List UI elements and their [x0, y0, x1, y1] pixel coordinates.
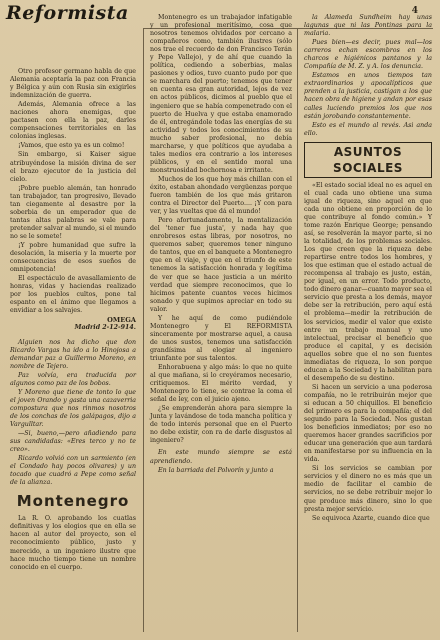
paragraph: Enhorabuena y algo más: lo que no quite al que mañana, si lo creyéramos necesario, critiquemos. El mérito verdad, y Montenegro lo tiene, se contrae la coma el señal de ley, con el juicio ajeno.: [150, 364, 292, 404]
column-rule: [143, 28, 144, 632]
paragraph: Pero afortunadamente, la mentalización del 'tener fue justa', y nada hay que enrobresos estas libras, por nosotros, no queremos saber, queremos tener ninguno de tantos, que en el banquete a Montenegro que en el viaje, y que en el triunfo de este tenemos la satisfacción honrada y legítima de ver que se hace justicia a un mérito verdad que siempre reconocimos, que lo hicimos patente cuantos veces hicimos sonado y que supimos apreciar en todo su valor.: [150, 217, 292, 313]
paragraph: ¡Vamos, que esto ya es un colmo!: [18, 142, 125, 150]
paragraph: Montenegro es un trabajador infatigable y un profesional meritísimo, cosa que nosotros tenemos olvidados por cercano a compañeros como, también ilustres (sólo nos trae el recuerdo de don Francisco Terán y Pepe Vallejo), y de ahí que cuando la política, cediendo a soberbias, malas pasiones y odios, tuvo cuanto pudo por que se marchara del puerto; tenemos que tener en cuenta esa gran autoridad, lejos de vez en actos públicos, dicimos al pueblo que el ingeniero que se había compenetrado con el puerto de Huelva y que estaba enamorado de él, entregándole todas las energías de su actividad y todos los conocimientos de su mucho saber profesional, no debía marcharse, y que políticos que ayudaba a tales medios era contrario a los intereses públicos, y en el sentido moral una monstruosidad bochornosa e irritante.: [150, 14, 292, 174]
paragraph: Paz volvía, era traducida por algunos como paz de los bobos.: [10, 371, 136, 387]
paragraph: —Si, bueno,—pero añadiendo para sus candidadas: «Eres terco y no te creo».: [10, 430, 136, 454]
paragraph: Otro profesor germano habla de que Alemania aceptaría la paz con Francia y Bélgica y aún con Rusia sin exigirles indemnización de guerra.: [10, 68, 136, 100]
paragraph: ¡Pobre pueblo alemán, tan honrado tan trabajador, tan progresivo, llevado tan ciegamente al desastre por la soberbia de un emperador que de tantas altas palabras se vale para pretender salvar al mundo, si el mundo no se le somete!: [10, 184, 136, 240]
paragraph: Muchos de los que hoy más chillan con el éxito, estaban ahondado vergüenzas porque fueron también de los que más gritaron contra el Director del Puerto.... ¡Y con para ver, y las vueltas que dá el mundo!: [150, 175, 292, 216]
paragraph: Sin embargo, si Kaiser sigue atribuyéndose la misión divina de ser el brazo ejecutor de la justicia del cielo.: [10, 151, 136, 183]
column-rule: [297, 28, 298, 632]
paragraph: la Alameda Sundheim hay unas lagunas que ni las Pontinas para la malaria.: [304, 14, 432, 38]
column-3: [304, 14, 432, 524]
paragraph: ¿Se emprenderán ahora para siempre la Junta y lavándose de toda mancha política y de todo interés personal que en el Puerto no debe existir, con ra de darle disgustos al ingeniero?: [150, 405, 292, 445]
paragraph: Se equivoca Azarte, cuando dice que: [312, 514, 430, 522]
section-heading: ASUNTOS SOCIALES: [304, 142, 432, 178]
column-1: [10, 68, 136, 573]
page-number: 4: [411, 6, 418, 16]
paragraph: Ricardo volvió con un sarmiento (en el Condado hay pocos olivares) y un tocado que cuadró a Pepe como señal de la alianza.: [10, 455, 136, 487]
paragraph: Y he aquí de como pudiéndole Montenegro y El REFORMISTA sinceramente por mostrarse aquel, a causa de unos sustos, tenemos una satisfacción grandísima al elogiar al ingeniero triunfante por sus talentos.: [150, 314, 292, 362]
dateline: Madrid 2-12-914.: [74, 324, 136, 332]
paragraph: Si los servicios se cambian por servicios y el dinero no es más que un medio de facilitar el cambio de servicios, no se debe retribuir mejor lo que produce más dinero, sino lo que presta mejor servicio.: [304, 465, 432, 513]
paragraph: En este mundo siempre se está aprendiendo.: [150, 449, 292, 465]
paragraph: El espectáculo de avasallamiento de honras, vidas y haciendas realizado por los pueblos cultos, pone tal espanto en el ánimo que llegamos a envidiar a los salvajes.: [10, 275, 136, 315]
column-2: [150, 14, 292, 476]
paragraph: Estamos en unos tiempos tan extraordinarios y apocalípticos que prenden a la justicia, castigan a los que hacen obra de higiene y andan por esas calles luciendo premios los que nos están jorobando constantemente.: [304, 72, 432, 120]
paragraph: Alguien nos ha dicho que don Ricardo Vargas ha ido a lo Hinojosa a demandar paz a Guillermo Moreno, en nombre de Tejero.: [10, 338, 136, 370]
signature: OMEGA: [107, 316, 136, 325]
paragraph: Si hacen un servicio a una poderosa compañía, no le retribuirán mejor que si educan a 50 chiquillos. El beneficio del primero es para la compañía; el del segundo para la Sociedad. Nos gustan los beneficios inmediatos; por eso no queremos hacer grandes sacrificios por educar una generación que aun tardará en manifestarse por su influencia en la vida.: [304, 383, 432, 464]
paragraph: Pues bien—es decir, pues mal—los carreros echan escombros en los charcos e higiénicos pantanos y la Compañía de M. Z. y A. los denuncia.: [304, 39, 432, 71]
masthead: Reformista: [6, 2, 129, 24]
section-heading: Montenegro: [16, 492, 130, 511]
paragraph: ¡Y pobre humanidad que sufre la desolación, la miseria y la muerte por consecuencias de esos sueños de omnipotencia!: [10, 241, 136, 274]
paragraph: Y Moreno que tiene de tonto lo que el joven Orando y gasta una cazaverria compostura que nos rinmos nosotros de los conchas de los galápagos, dijo a Vargulltar.: [10, 388, 136, 428]
paragraph: La R. O. aprobando los cuatlas definitivas y los elogios que en ella se hacen al autor del proyecto, son el reconocimiento público, justo y merecido, a un ingeniero ilustre que hace mucho tiempo tiene un nombre conocido en el cuerpo.: [10, 515, 136, 571]
paragraph: En la barriada del Polvorín y junto a: [158, 466, 274, 474]
paragraph: «El estado social ideal no es aquel en el cual cada uno obtiene una suma igual de riqueza, sino aquel en que cada uno obtiene en proporción de lo que contribuye al fondo común.» Y tome razón Enrique George; pensando así, se resolverán la mayor parte, si no la totalidad, de los problemas sociales. Los que creen que la riqueza debe repartirse entre todos los hombres, y los que estiman que el estado actual de recompensa al trabajo es justo, están, por igual, en un error. Todo producto, todo dinero ganar—cuanto mayor sea el servicio que presta a los demás, mayor debe ser la retribución, pero aquí está el problema—medir la retribución de los servicios, medir el valor que existe entre un trabajo manual y uno intelectual, precisar el beneficio que produce el capital, y es decisión aquellos sobre que el no son fuentes inmediatas de riqueza, lo son porque educan a la Sociedad y la habilitan para el desempeño de su destino.: [304, 181, 432, 382]
paragraph: Además, Alemania ofrece a las naciones ahora enemigas, que pactasen con ella la paz, darles compensaciones territoriales en las colonias inglesas.: [10, 101, 136, 141]
paragraph: Esto es el mundo al revés. Asi anda ello.: [304, 121, 432, 137]
